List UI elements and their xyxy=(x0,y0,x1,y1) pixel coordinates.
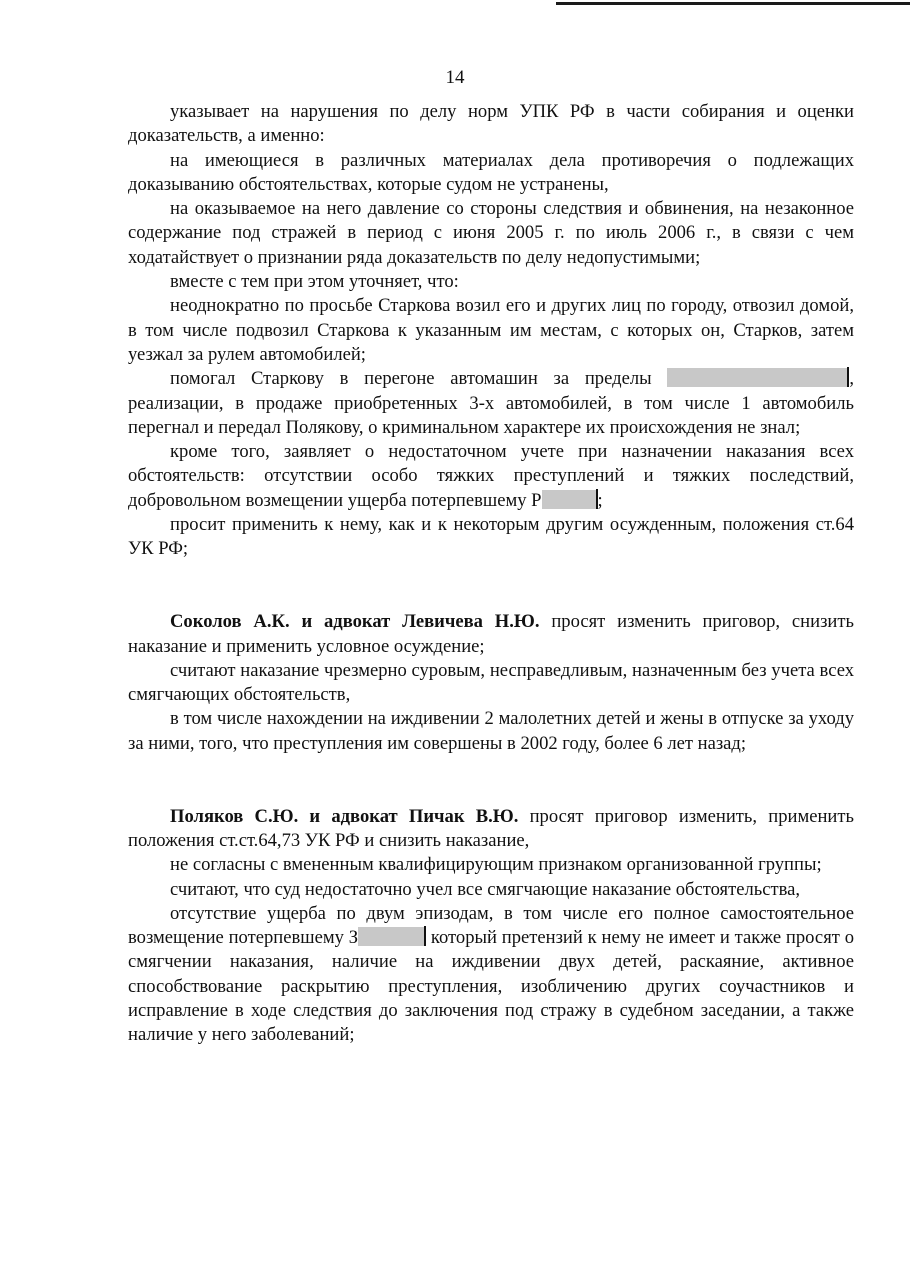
paragraph-text: ; xyxy=(597,489,603,511)
paragraph-text: просят изменить приговор, снизить наказание и применить условное осуждение; xyxy=(128,611,854,657)
paragraph xyxy=(128,902,854,1048)
paragraph-text: считают, что суд недостаточно учел все смягчающие наказание обстоятельства, xyxy=(170,878,801,900)
paragraph xyxy=(128,513,854,562)
paragraph xyxy=(128,270,854,294)
paragraph-text: , реализации, в продаже приобретенных 3-х автомобилей, в том числе 1 автомобиль перегнал и передал Полякову, о криминальном характере их происхождения не знал; xyxy=(128,368,854,438)
paragraph-text: который претензий к нему не имеет и также просят о смягчении наказания, наличие на иждивении двух детей, раскаяние, активное способствование раскрытию преступления, изобличению других соучастников и исправление в ходе следствия до заключения под стражу в судебном заседании, а также наличие у него заболеваний; xyxy=(128,927,854,1046)
redacted-name xyxy=(542,490,596,509)
spacer xyxy=(128,586,854,610)
paragraph-text: просят приговор изменить, применить положения ст.ст.64,73 УК РФ и снизить наказание, xyxy=(128,805,854,851)
spacer xyxy=(128,562,854,586)
paragraph xyxy=(128,659,854,708)
top-border-line xyxy=(556,2,910,5)
paragraph xyxy=(128,100,854,149)
paragraph-text: отсутствие ущерба по двум эпизодам, в том числе его полное самостоятельное возмещение потерпевшему З xyxy=(128,902,854,949)
paragraph xyxy=(128,440,854,513)
page-number: 14 xyxy=(445,67,465,88)
paragraph-text: кроме того, заявляет о недостаточном учете при назначении наказания всех обстоятельств: отсутствии особо тяжких преступлений и тяжких последствий, добровольном возмещении ущерба потерпевшему Р xyxy=(128,441,854,511)
paragraph xyxy=(128,367,854,440)
paragraph xyxy=(128,853,854,877)
paragraph xyxy=(128,294,854,367)
paragraph xyxy=(128,707,854,756)
paragraph-text: не согласны с вмененным квалифицирующим признаком организованной группы; xyxy=(170,854,822,876)
paragraph xyxy=(128,197,854,270)
paragraph-text: на имеющиеся в различных материалах дела противоречия о подлежащих доказыванию обстоятельствах, которые судом не устранены, xyxy=(128,149,854,195)
paragraph-text: неоднократно по просьбе Старкова возил его и других лиц по городу, отвозил домой, в том числе подвозил Старкова к указанным им местам, с которых он, Старков, затем уезжал за рулем автомобилей; xyxy=(128,295,854,365)
paragraph-text: в том числе нахождении на иждивении 2 малолетних детей и жены в отпуске за уходу за ними, того, что преступления им совершены в 2002 году, более 6 лет назад; xyxy=(128,708,854,754)
paragraph-text: считают наказание чрезмерно суровым, несправедливым, назначенным без учета всех смягчающих обстоятельств, xyxy=(128,659,854,706)
paragraph-text: помогал Старкову в перегоне автомашин за пределы xyxy=(170,368,668,390)
party-names: Соколов А.К. и адвокат Левичева Н.Ю. xyxy=(170,611,540,633)
paragraph xyxy=(128,610,854,659)
redacted-name xyxy=(358,927,424,946)
spacer xyxy=(128,780,854,804)
document-body xyxy=(128,100,854,1048)
paragraph-text: указывает на нарушения по делу норм УПК РФ в части собирания и оценки доказательств, а именно: xyxy=(128,101,854,147)
paragraph-text: просит применить к нему, как и к некоторым другим осужденным, положения ст.64 УК РФ; xyxy=(128,514,854,560)
paragraph xyxy=(128,149,854,198)
party-names: Поляков С.Ю. и адвокат Пичак В.Ю. xyxy=(170,805,519,827)
paragraph xyxy=(128,878,854,902)
paragraph-text: вместе с тем при этом уточняет, что: xyxy=(170,271,459,293)
spacer xyxy=(128,756,854,780)
redacted-location xyxy=(667,368,847,387)
paragraph xyxy=(128,805,854,854)
paragraph-text: на оказываемое на него давление со стороны следствия и обвинения, на незаконное содержание под стражей в период с июня 2005 г. по июль 2006 г., в связи с чем ходатайствует о признании ряда доказательств по делу недопустимыми; xyxy=(128,198,854,268)
